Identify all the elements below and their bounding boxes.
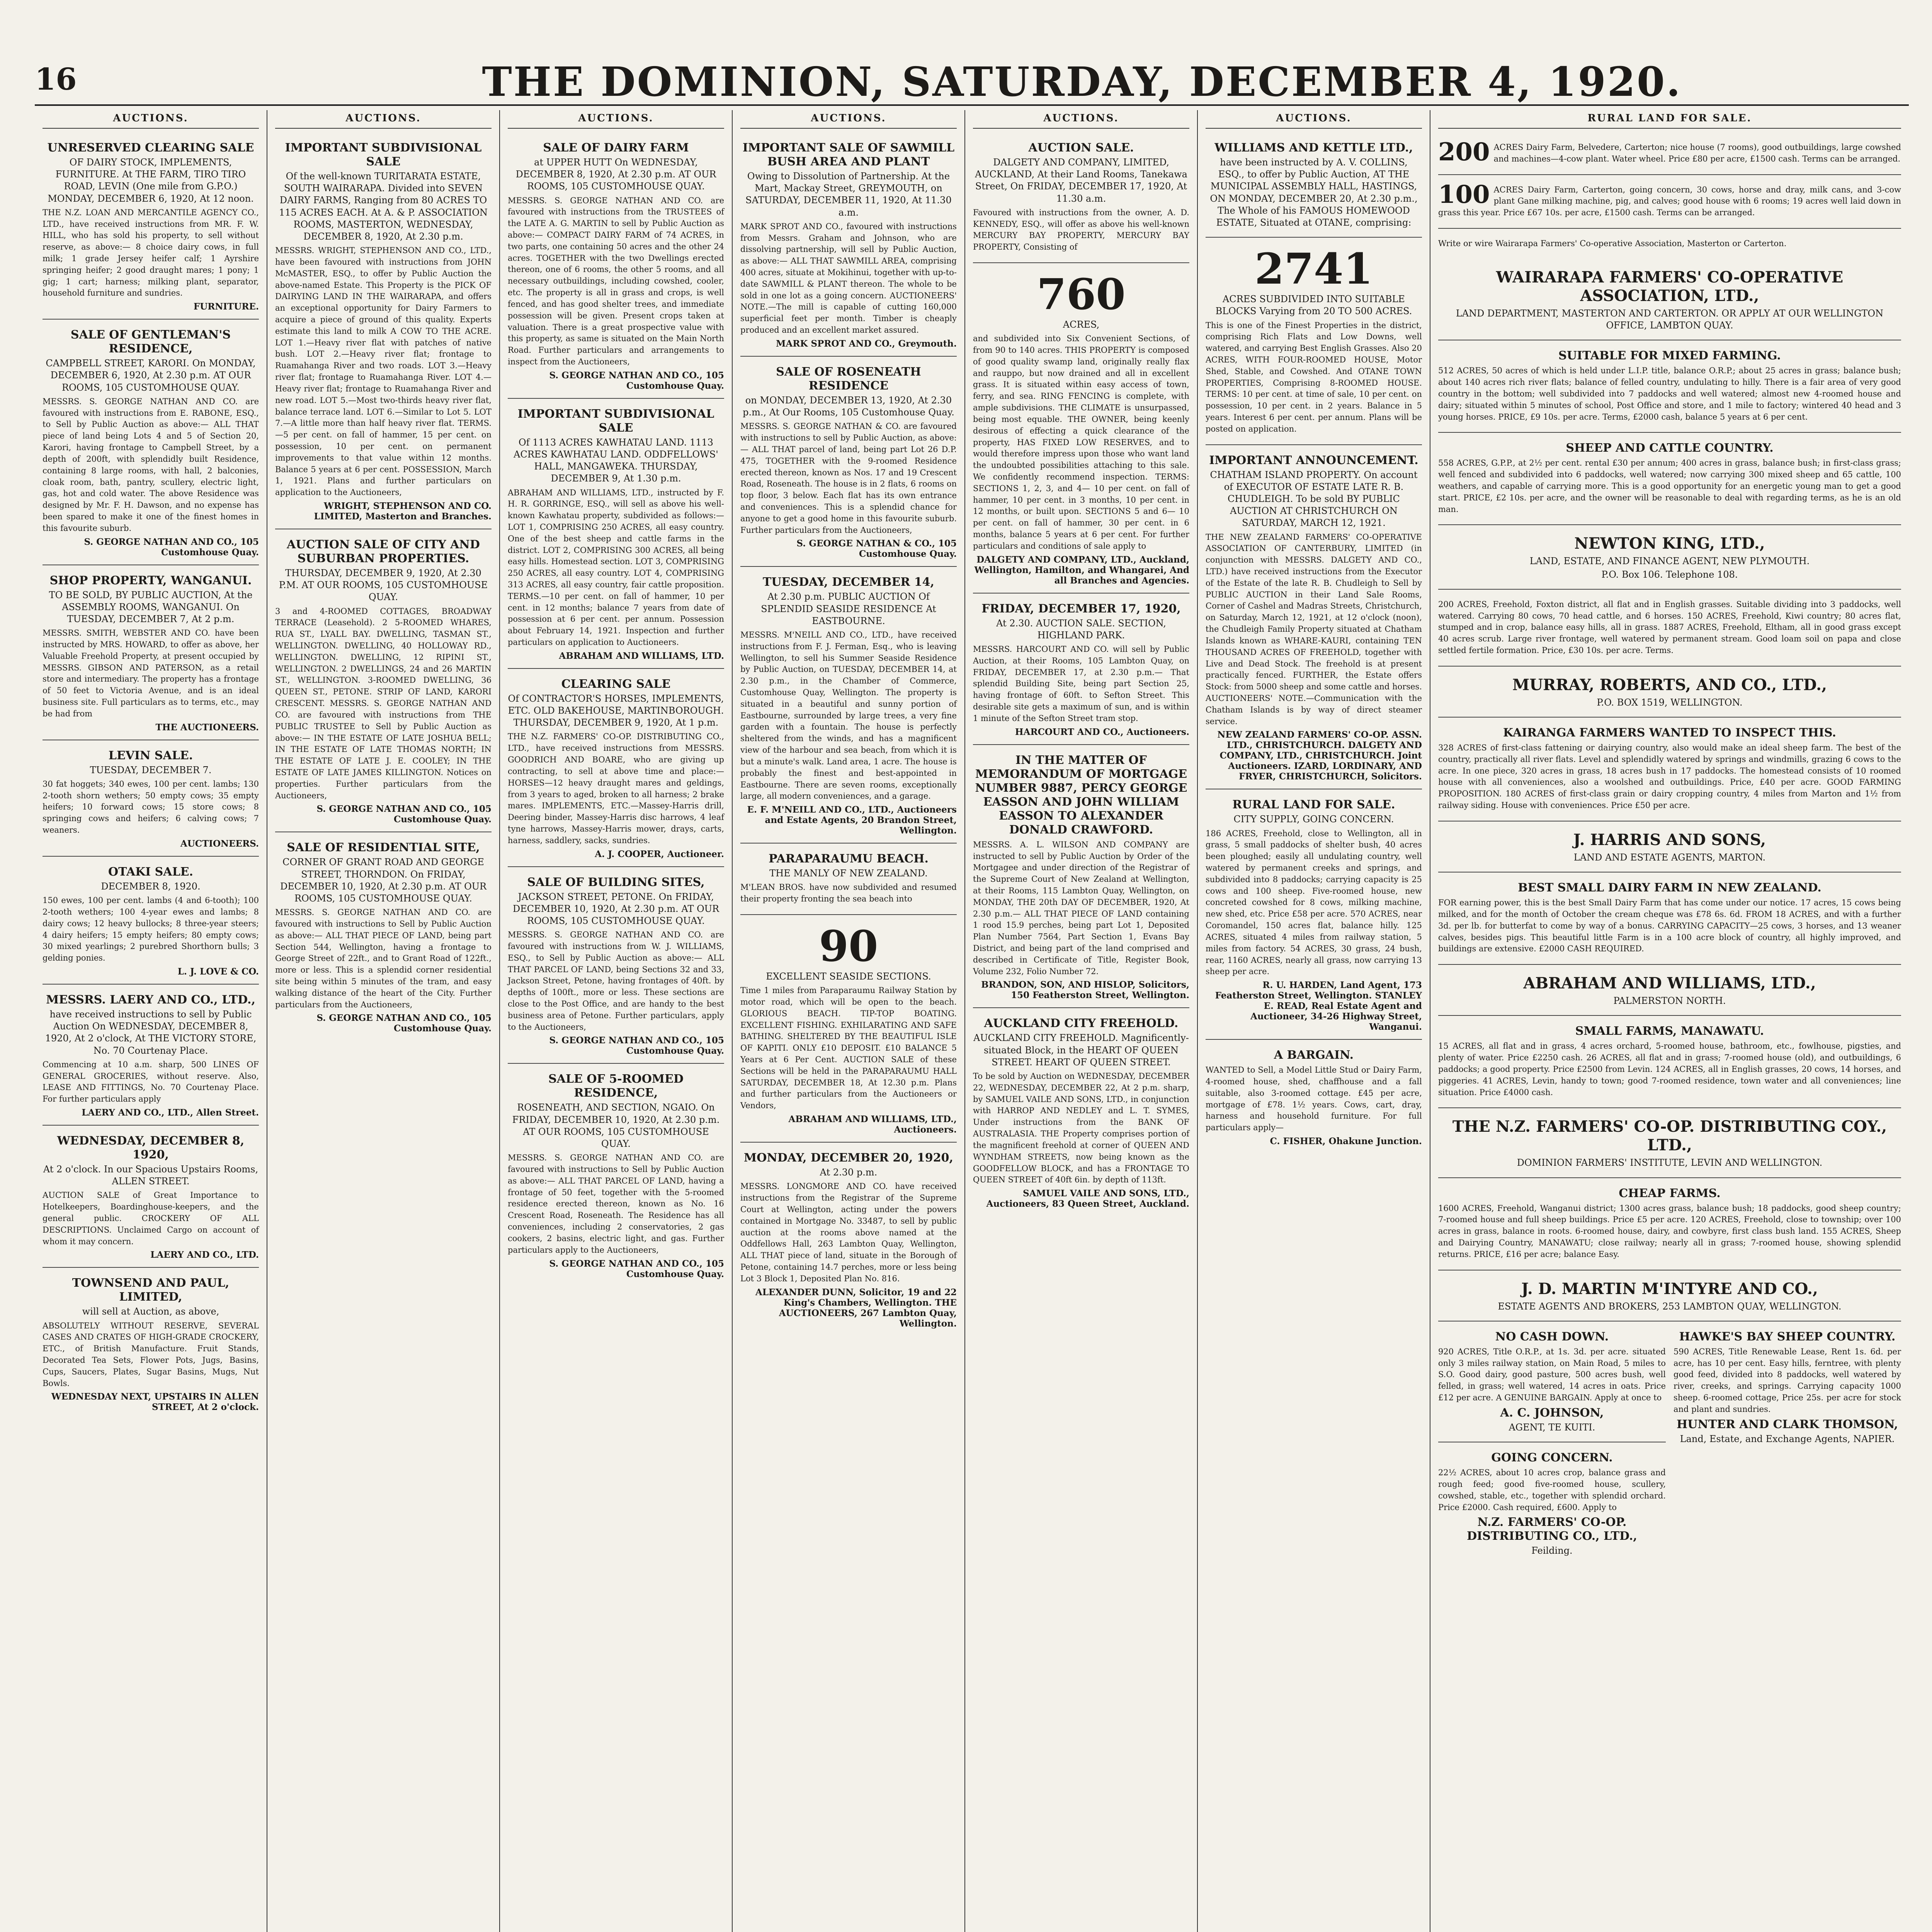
ad-mixed-farming [1438,342,1901,433]
ad-title: WAIRARAPA FARMERS' CO-OPERATIVE ASSOCIATION, LTD., [1496,268,1844,305]
ad-going-concern [1438,1444,1666,1565]
ad-title: WILLIAMS AND KETTLE LTD., [1214,141,1413,155]
ad-title: IMPORTANT SUBDIVISIONAL SALE [285,141,482,168]
auction-ad [740,134,957,357]
ad-body: 3 and 4-ROOMED COTTAGES, BROADWAY TERRACE (Leasehold). 2 5-ROOMED WHARES, RUA ST., LYALL BAY. DWELLING, TASMAN ST., WELLINGTON. DWELLING, 40 HOLLOWAY RD., WELLINGTON. DWELLING, 12 RIPINI ST., WELLINGTON. 2 DWELLINGS, 24 and 26 MARTIN ST., WELLINGTON. 3-ROOMED DWELLING, 36 QUEEN ST., PETONE. STRIP OF LAND, KARORI CRESCENT. MESSRS. S. GEORGE NATHAN AND CO. are favoured with instructions from THE PUBLIC TRUSTEE to Sell by Public Auction as above:— IN THE ESTATE OF LATE JOSHUA BELL; IN THE ESTATE OF LATE THOMAS NORTH; IN THE ESTATE OF LATE J. E. COOLEY; IN THE ESTATE OF LATE JAMES KILLINGTON. Notices on properties. Further particulars from the Auctioneers, [275,606,492,800]
ad-list [973,134,1189,1216]
rural-listing [1438,134,1901,175]
ad-signature: S. GEORGE NATHAN AND CO., 105 Customhouse Quay. [316,804,492,825]
ad-signature: NEW ZEALAND FARMERS' CO-OP. ASSN. LTD., CHRISTCHURCH. DALGETY AND COMPANY, LTD., CHRISTCHURCH. Joint Auctioneers. IZARD, LORDINARY, AND FRYER, CHRISTCHURCH, Solicitors. [1217,730,1422,782]
ad-signature: BRANDON, SON, AND HISLOP, Solicitors, 150 Featherston Street, Wellington. [981,980,1189,1001]
ad-subtitle: CITY SUPPLY, GOING CONCERN. [1233,814,1394,825]
bottom-right [1673,1323,1901,1567]
ad-signature: LAERY AND CO., LTD., Allen Street. [82,1107,259,1118]
column-4 [733,110,965,1932]
ad-title: MURRAY, ROBERTS, AND CO., LTD., [1512,675,1827,694]
auction-ad [973,1010,1189,1216]
ad-subtitle: PALMERSTON NORTH. [1613,995,1726,1007]
ad-no-cash-down [1438,1323,1666,1442]
ad-subtitle: AUCKLAND CITY FREEHOLD. Magnificently-situated Block, in the HEART OF QUEEN STREET. HEART OF QUEEN STREET. [973,1032,1189,1068]
ad-signature: L. J. LOVE & CO. [177,966,259,977]
ad-signature: FURNITURE. [193,301,259,312]
ad-subtitle: THE MANLY OF NEW ZEALAND. [769,868,928,879]
ad-title: 90 [819,921,878,971]
ad-title: SMALL FARMS, MANAWATU. [1575,1024,1764,1038]
ad-body: MESSRS. WRIGHT, STEPHENSON AND CO., LTD., have been favoured with instructions from JOHN McMASTER, ESQ., to offer by Public Auction the above-named Estate. This Property is the PICK OF DAIRYING LAND IN THE WAIRARAPA, and offers an exceptional opportunity for Dairy Farmers to acquire a piece of ground of this quality. Experts estimate this land to milk A COW TO THE ACRE. LOT 1.—Heavy river flat with patches of native bush. LOT 2.—Heavy river flat; frontage to Ruamahanga River and two roads. LOT 3.—Heavy river flat; frontage to Ruamahanga River. LOT 4.—Heavy river flat; frontage to Ruamahanga River and new road. LOT 5.—Most two-thirds heavy river flat, balance terrace land. LOT 6.—Similar to Lot 5. LOT 7.—A little more than half heavy river flat. TERMS.—5 per cent. on fall of hammer, 15 per cent. on possession, 10 per cent. on permanent improvements to that value within 12 months. Balance 5 years at 6 per cent. POSSESSION, March 1, 1921. Plans and further particulars on application to the Auctioneers, [275,246,492,497]
ad-title: KAIRANGA FARMERS WANTED TO INSPECT THIS. [1503,726,1836,740]
ad-subtitle: JACKSON STREET, PETONE. On FRIDAY, DECEMBER 10, 1920, At 2.30 p.m. AT OUR ROOMS, 105 CUSTOMHOUSE QUAY. [512,891,719,926]
ad-subtitle: TUESDAY, DECEMBER 7. [90,764,212,776]
ad-title: WEDNESDAY, DECEMBER 8, 1920, [57,1134,245,1162]
ad-subtitle: Owing to Dissolution of Partnership. At the Mart, Mackay Street, GREYMOUTH, on SATURDAY, DECEMBER 11, 1920, At 11.30 a.m. [745,171,952,218]
ad-signature: S. GEORGE NATHAN AND CO., 105 Customhouse Quay. [549,370,724,391]
ad-title: SALE OF ROSENEATH RESIDENCE [776,365,921,393]
auction-ad [973,747,1189,1009]
column-heading: AUCTIONS. [43,110,259,129]
ad-subtitle: CAMPBELL STREET, KARORI. On MONDAY, DECEMBER 6, 1920, At 2.30 p.m. AT OUR ROOMS, 105 CUSTOMHOUSE QUAY. [46,358,256,393]
ad-abraham-williams [1438,966,1901,1016]
ad-signature: DALGETY AND COMPANY, LTD., Auckland, Wellington, Hamilton, and Whangarei, And all Branches and Agencies. [974,554,1189,586]
ad-title: TOWNSEND AND PAUL, LIMITED, [72,1276,230,1304]
ad-title: 760 [1037,269,1126,319]
ad-subtitle: CORNER OF GRANT ROAD AND GEORGE STREET, THORNDON. On FRIDAY, DECEMBER 10, 1920, At 2.30 p.m. AT OUR ROOMS, 105 CUSTOMHOUSE QUAY. [280,857,487,904]
auction-ad [508,1065,724,1286]
ad-title: LEVIN SALE. [108,748,193,762]
auction-ad [43,1127,259,1268]
ad-title: TUESDAY, DECEMBER 14, [763,575,934,589]
auction-ad [275,134,492,529]
ad-title: SUITABLE FOR MIXED FARMING. [1558,349,1781,363]
ad-signature: R. U. HARDEN, Land Agent, 173 Featherston Street, Wellington. STANLEY E. READ, Real Estate Agent and Auctioneer, 34-26 Highway Street, Wanganui. [1215,980,1422,1032]
ad-title: RURAL LAND FOR SALE. [1232,798,1395,812]
ad-harris [1438,823,1901,872]
ad-subtitle: ESTATE AGENTS AND BROKERS, 253 LAMBTON QUAY, WELLINGTON. [1498,1301,1842,1312]
agent-location: Feilding. [1531,1545,1573,1556]
ad-hawkes-bay [1673,1323,1901,1453]
column-7-rural [1430,110,1909,1932]
ad-title: SHOP PROPERTY, WANGANUI. [49,573,252,587]
ad-list [740,134,957,1336]
ad-subtitle: on MONDAY, DECEMBER 13, 1920, At 2.30 p.m., At Our Rooms, 105 Customhouse Quay. [743,395,954,418]
ad-subtitle: At 2.30 p.m. [820,1167,878,1178]
auction-ad [1206,791,1422,1040]
ad-subtitle: LAND, ESTATE, AND FINANCE AGENT, NEW PLYMOUTH. [1529,556,1810,567]
ad-list [1206,134,1422,1153]
ad-signature: THE AUCTIONEERS. [155,722,259,733]
ad-list [275,134,492,1041]
auction-ad [973,595,1189,745]
agent-name: N.Z. FARMERS' CO-OP. DISTRIBUTING CO., LTD., [1467,1515,1637,1543]
ad-signature: MARK SPROT AND CO., Greymouth. [776,338,957,349]
ad-title: GOING CONCERN. [1491,1451,1613,1465]
ad-signature: SAMUEL VAILE AND SONS, LTD., Auctioneers, 83 Queen Street, Auckland. [986,1188,1189,1209]
agent-name: HUNTER AND CLARK THOMSON, [1676,1417,1898,1431]
listing-body: ACRES Dairy Farm, Belvedere, Carterton; nice house (7 rooms), good outbuildings, large cowshed and machines—4-cow plant. Water wheel. Price £80 per acre, £1500 cash. Terms can be arranged. [1493,143,1901,163]
ad-body: THE NEW ZEALAND FARMERS' CO-OPERATIVE ASSOCIATION OF CANTERBURY, LIMITED (in conjunction with MESSRS. DALGETY AND CO., LTD.) have received instructions from the Executor of the Estate of the late R. B. Chudleigh to Sell by PUBLIC AUCTION in their Land Sale Rooms, Corner of Cashel and Madras Streets, Christchurch, on Saturday, March 12, 1921, at 12 o'clock (noon), the Chudleigh Family Property situated at Chatham Islands known as WHARE-KAURI, containing TEN THOUSAND ACRES OF FREEHOLD, together with Live and Dead Stock. The freehold is at present practically fenced. FURTHER, the Estate offers Stock: from 5000 sheep and some cattle and horses. AUCTIONEERS' NOTE.—Communication with the Chatham Islands is by way of direct steamer service. [1206,532,1422,726]
ad-body: ABSOLUTELY WITHOUT RESERVE, SEVERAL CASES AND CRATES OF HIGH-GRADE CROCKERY, ETC., of British Manufacture. Fruit Stands, Decorated Tea Sets, Flower Pots, Jugs, Basins, Cups, Saucers, Plates, Sugar Basins, Mugs, Nut Bowls. [43,1321,259,1388]
ad-title: IN THE MATTER OF MEMORANDUM OF MORTGAGE NUMBER 9887, PERCY GEORGE EASSON AND JOHN WILLIAM EASSON TO ALEXANDER DONALD CRAWFORD. [975,753,1187,837]
ad-best-dairy-farm [1438,874,1901,965]
ad-title: AUCKLAND CITY FREEHOLD. [984,1017,1179,1031]
ad-body: 186 ACRES, Freehold, close to Wellington, all in grass, 5 small paddocks of shelter bush, 40 acres been ploughed; easily all undulating country, well watered by permanent creeks and springs, and subdivided into 8 paddocks; carrying capacity is 25 cows and 100 sheep. Five-roomed house, new concreted cowshed for 8 cows, milking machine, new shed, etc. Price £58 per acre. 570 ACRES, near Coromandel, 150 acres flat, balance hilly. 125 ACRES, situated 4 miles from railway station, 5 miles from factory. 54 ACRES, 30 grass, 24 bush, rear, 1160 ACRES, nearly all grass, now carrying 13 sheep per acre. [1206,828,1422,976]
ad-body: Time 1 miles from Paraparaumu Railway Station by motor road, which will be open to the beach. GLORIOUS BEACH. TIP-TOP BOATING. EXCELLENT FISHING. EXHILARATING AND SAFE BATHING. SHELTERED BY THE BEAUTIFUL ISLE OF KAPITI. ONLY £10 DEPOSIT. £10 BALANCE 5 Years at 6 Per Cent. AUCTION SALE of these Sections will be held in the PARAPARAUMU HALL SATURDAY, DECEMBER 18, At 12.30 p.m. Plans and further particulars from the Auctioneers or Vendors, [740,986,957,1111]
ad-body: AUCTION SALE of Great Importance to Hotelkeepers, Boardinghouse-keepers, and the general public. CROCKERY OF ALL DESCRIPTIONS. Unclaimed Cargo on account of whom it may concern. [43,1190,259,1246]
ad-title: FRIDAY, DECEMBER 17, 1920, [981,602,1181,616]
ad-body: Favoured with instructions from the owner, A. D. KENNEDY, ESQ., will offer as above his well-known MERCURY BAY PROPERTY, MERCURY BAY PROPERTY, Consisting of [973,207,1189,252]
auction-ad [1206,134,1422,238]
ad-signature: HARCOURT AND CO., Auctioneers. [1015,726,1189,737]
bottom-left [1438,1323,1666,1567]
ad-nz-farmers [1438,1110,1901,1178]
acreage-number: 100 [1438,180,1490,209]
ad-body: MESSRS. S. GEORGE NATHAN AND CO. are favoured with instructions from W. J. WILLIAMS, ESQ., to Sell by Public Auction as above:— ALL THAT PARCEL OF LAND, being Sections 32 and 33, Jackson Street, Petone, having frontages of 40ft. by depths of 100ft., more or less. These sections are close to the Post Office, and are handy to the best business area of Petone. Further particulars, apply to the Auctioneers, [508,930,724,1032]
ad-signature: S. GEORGE NATHAN & CO., 105 Customhouse Quay. [796,538,957,560]
ad-sheep-cattle [1438,434,1901,525]
ad-subtitle: OF DAIRY STOCK, IMPLEMENTS, FURNITURE. At THE FARM, TIRO TIRO ROAD, LEVIN (One mile from G.P.O.) MONDAY, DECEMBER 6, 1920, At 12 noon. [48,157,254,204]
ad-wairarapa [1438,260,1901,340]
ad-body: 30 fat hoggets; 340 ewes, 100 per cent. lambs; 130 2-tooth shorn wethers; 50 empty cows; 35 empty heifers; 10 forward cows; 15 store cows; 8 springing cows and heifers; 6 calving cows; 7 weaners. [43,779,259,835]
ad-title: ABRAHAM AND WILLIAMS, LTD., [1523,974,1816,993]
auction-ad [43,134,259,320]
auction-ad [1206,447,1422,790]
ad-subtitle: Of CONTRACTOR'S HORSES, IMPLEMENTS, ETC. OLD BAKEHOUSE, MARTINBOROUGH. THURSDAY, DECEMBER 9, 1920, At 1 p.m. [508,693,724,728]
auction-ad [43,858,259,985]
ad-title: SALE OF 5-ROOMED RESIDENCE, [548,1072,684,1100]
ad-body: MESSRS. S. GEORGE NATHAN & CO. are favoured with instructions to sell by Public Auction, as above:— ALL THAT parcel of land, being part Lot 26 D.P. 475, TOGETHER with the 9-roomed Residence erected thereon, known as Nos. 17 and 19 Crescent Road, Roseneath. The house is in 2 flats, 6 rooms on top floor, 3 below. Each flat has its own entrance and conveniences. This is a splendid chance for anyone to get a good home in this favourite suburb. Further particulars from the Auctioneers, [740,422,957,535]
ad-subtitle: At 2.30 p.m. PUBLIC AUCTION Of SPLENDID SEASIDE RESIDENCE At EASTBOURNE. [761,591,936,626]
ad-murray-roberts [1438,668,1901,718]
column-5 [965,110,1198,1932]
ad-title: IMPORTANT SALE OF SAWMILL BUSH AREA AND PLANT [742,141,955,168]
column-3 [500,110,733,1932]
ad-body: MESSRS. A. L. WILSON AND COMPANY are instructed to sell by Public Auction by Order of the Mortgagee and under direction of the Registrar of the Supreme Court of New Zealand at Wellington, at their Rooms, 115 Lambton Quay, Wellington, on MONDAY, THE 20th DAY OF DECEMBER, 1920, At 2.30 p.m.— ALL THAT PIECE OF LAND containing 1 rood 15.9 perches, being part Lot 1, Deposited Plan Number 7564, Part Section 1, Evans Bay District, and being part of the land comprised and described in Certificate of Title, Register Book, Volume 232, Folio Number 72. [973,840,1189,976]
ad-body: To be sold by Auction on WEDNESDAY, DECEMBER 22, WEDNESDAY, DECEMBER 22, At 2 p.m. sharp, by SAMUEL VAILE AND SONS, LTD., in conjunction with HARROP AND NEDLEY and L. T. SYMES, Under instructions from the BANK OF AUSTRALASIA. THE Property comprises portion of the magnificent freehold at corner of QUEEN AND WYNDHAM STREETS, now being known as the GOODFELLOW BLOCK, and has a FRONTAGE TO QUEEN STREET of 40ft 6in. by depth of 113ft. [973,1071,1189,1185]
ad-title: CHEAP FARMS. [1619,1186,1721,1200]
ad-title: IMPORTANT SUBDIVISIONAL SALE [517,407,714,435]
ad-subtitle: DECEMBER 8, 1920. [101,881,201,892]
ad-subtitle: EXCELLENT SEASIDE SECTIONS. [766,971,931,982]
auction-ad [1206,239,1422,445]
ad-signature: WRIGHT, STEPHENSON AND CO. LIMITED, Masterton and Branches. [314,501,492,522]
ad-title: NEWTON KING, LTD., [1574,534,1765,553]
ad-body: WANTED to Sell, a Model Little Stud or Dairy Farm, 4-roomed house, shed, chaffhouse and a fall suitable, also 3-roomed cottage. £45 per acre, mortgage of £78. 1½ years. Cows, cart, dray, harness and household furniture. For full particulars apply— [1206,1065,1422,1133]
listing-body: Write or wire Wairarapa Farmers' Co-operative Association, Masterton or Carterton. [1438,239,1787,248]
page-columns [35,110,1909,1932]
ad-cheap-farms [1438,1180,1901,1270]
ad-body: This is one of the Finest Properties in the district, comprising Rich Flats and Low Downs, well watered, and carrying Best English Grasses. Also 20 ACRES, WITH FOUR-ROOMED HOUSE, Motor Shed, Stable, and Cowshed. And OTANE TOWN PROPERTIES, Comprising 8-ROOMED HOUSE. TERMS: 10 per cent. at time of sale, 10 per cent. on possession, 10 per cent. in 2 years. Balance in 5 years. Interest 6 per cent. per annum. Plans will be posted on application. [1206,320,1422,434]
ad-small-farms [1438,1017,1901,1108]
ad-body: MESSRS. S. GEORGE NATHAN AND CO. are favoured with instructions to Sell by Public Auction as above:— ALL THAT PIECE OF LAND, being part Section 544, Wellington, having a frontage to George Street of 22ft., and to Grant Road of 122ft., more or less. This is a splendid corner residential site being within 5 minutes of the tram, and easy walking distance of the heart of the City. Further particulars from the Auctioneers, [275,908,492,1009]
newspaper-title: THE DOMINION, SATURDAY, DECEMBER 4, 1920. [482,58,1682,105]
ad-title: MONDAY, DECEMBER 20, 1920, [743,1151,953,1165]
ad-body: MESSRS. S. GEORGE NATHAN AND CO. are favoured with instructions to Sell by Public Auction as above:— ALL THAT PARCEL OF LAND, having a frontage of 50 feet, together with the 5-roomed residence erected thereon, known as No. 16 Crescent Road, Roseneath. The Residence has all conveniences, including 2 conservatories, 2 gas cookers, 2 basins, electric light, and gas. Further particulars apply to the Auctioneers, [508,1153,724,1255]
agent-location: Land, Estate, and Exchange Agents, NAPIER. [1680,1433,1895,1444]
listing-body: ACRES Dairy Farm, Carterton, going concern, 30 cows, horse and dray, milk cans, and 3-cow plant Gane milking machine, pig, and calves; good house with 6 rooms; 19 acres well laid down in grass this year. Price £67 10s. per acre, £1500 cash. Terms can be arranged. [1438,185,1901,218]
ad-body: 920 ACRES, Title O.R.P., at 1s. 3d. per acre. situated only 3 miles railway station, on Main Road, 5 miles to S.O. Good dairy, good pasture, 500 acres bush, well felled, in grass; well watered, 14 acres in oats. Price £12 per acre. A GENUINE BARGAIN. Apply at once to [1438,1347,1666,1403]
ad-subtitle: THURSDAY, DECEMBER 9, 1920, At 2.30 P.M. AT OUR ROOMS, 105 CUSTOMHOUSE QUAY. [279,568,488,603]
masthead [35,58,1909,106]
ad-list [508,134,724,1286]
ad-subtitle: will sell at Auction, as above, [82,1306,219,1317]
agent-name: A. C. JOHNSON, [1500,1406,1604,1420]
ad-body: and subdivided into Six Convenient Sections, of from 90 to 140 acres. THIS PROPERTY is composed of good quality swamp land, originally really flax and rauppo, but now drained and all in excellent grass. It is situated within easy access of town, ferry, and sea. RING FENCING is complete, with ample subdivisions. THE CLIMATE is unsurpassed, being most equable. THE OWNER, being keenly desirous of effecting a quick clearance of the property, HAS FIXED LOW RESERVES, and to would therefore impress upon those who want land the undoubted possibilities attaching to this sale. We confidently recommend inspection. TERMS: SECTIONS 1, 2, 3, and 4— 10 per cent. on fall of hammer, 10 per cent. in 3 months, 10 per cent. in 12 months, or built upon. SECTIONS 5 and 6— 10 per cent. on fall of hammer, 30 per cent. in 6 months, balance 5 years at 6 per cent. For further particulars and conditions of sale apply to [973,334,1189,551]
ad-freehold [1438,591,1901,667]
ad-subtitle: Of 1113 ACRES KAWHATAU LAND. 1113 ACRES KAWHATAU LAND. ODDFELLOWS' HALL, MANGAWEKA. THURSDAY, DECEMBER 9, At 1.30 p.m. [514,437,718,484]
ad-body: 200 ACRES, Freehold, Foxton district, all flat and in English grasses. Suitable dividing into 3 paddocks, well watered. Carrying 80 cows, 70 head cattle, and 6 horses. 150 ACRES, Freehold, Kiwi country; 80 acres flat, stumped and in crop, balance easy hills, all in grass. 1887 ACRES, Freehold, Eltham, all in good grass except 40 acres scrub. Large river frontage, well watered by permanent stream. Good loam soil on papa and close settled fertile formation. Price, £30 10s. per acre. Terms. [1438,599,1901,655]
ad-body: MARK SPROT AND CO., favoured with instructions from Messrs. Graham and Johnson, who are dissolving partnership, will sell by Public Auction, as above:— ALL THAT SAWMILL AREA, comprising 400 acres, situate at Mokihinui, together with up-to-date SAWMILL & PLANT thereon. The whole to be sold in one lot as a going concern. AUCTIONEERS' NOTE.—The mill is capable of cutting 160,000 superficial feet per month. Timber is cheaply produced and an excellent market assured. [740,221,957,335]
ad-signature: S. GEORGE NATHAN AND CO., 105 Customhouse Quay. [316,1013,492,1034]
ad-kairanga [1438,719,1901,821]
ad-subtitle: At 2 o'clock. In our Spacious Upstairs Rooms, ALLEN STREET. [43,1163,259,1187]
ad-title: NO CASH DOWN. [1495,1330,1609,1344]
ad-signature: ALEXANDER DUNN, Solicitor, 19 and 22 King's Chambers, Wellington. THE AUCTIONEERS, 267 Lambton Quay, Wellington. [755,1287,957,1329]
ad-subtitle: have received instructions to sell by Public Auction On WEDNESDAY, DECEMBER 8, 1920, At 2 o'clock, At THE VICTORY STORE, No. 70 Courtenay Place. [45,1009,257,1056]
ad-body: MESSRS. SMITH, WEBSTER AND CO. have been instructed by MRS. HOWARD, to offer as above, her Valuable Freehold Property, at present occupied by MESSRS. GIBSON AND PATERSON, as a retail store and intermediary. The property has a frontage of 50 feet to Victoria Avenue, and is an ideal business site. Full particulars as to terms, etc., may be had from [43,628,259,718]
ad-title: J. D. MARTIN M'INTYRE AND CO., [1521,1279,1818,1298]
ad-body: MESSRS. HARCOURT AND CO. will sell by Public Auction, at their Rooms, 105 Lambton Quay, on FRIDAY, DECEMBER 17, at 2.30 p.m.— That splendid Building Site, being part Section 25, having frontage of 60ft. to Sefton Street. This desirable site gets a maximum of sun, and is within 1 minute of the Sefton Street tram stop. [973,645,1189,723]
ad-contact: P.O. Box 106. Telephone 108. [1601,569,1738,580]
ad-body: 590 ACRES, Title Renewable Lease, Rent 1s. 6d. per acre, has 10 per cent. Easy hills, ferntree, with plenty good feed, divided into 8 paddocks, well watered by river, creeks, and springs. Carrying capacity 1000 sheep. 6-roomed cottage, Price 25s. per acre for stock and plant and sundries. [1673,1347,1901,1414]
ad-body: MESSRS. S. GEORGE NATHAN AND CO. are favoured with instructions from the TRUSTEES of the LATE A. G. MARTIN to sell by Public Auction as above:— COMPACT DAIRY FARM of 74 ACRES, in two parts, one containing 50 acres and the other 24 acres. TOGETHER with the two Dwellings erected thereon, one of 6 rooms, the other 5 rooms, and all necessary outbuildings, including cowshed, cooler, etc. The property is all in grass and crops, is well fenced, and has good shelter trees, and immediate possession will be given. Present crops taken at valuation. There is a great prospective value with this property, as same is situated on the Main North Road. Further particulars and arrangements to inspect from the Auctioneers, [508,196,724,366]
column-6 [1198,110,1430,1932]
ad-title: AUCTION SALE OF CITY AND SUBURBAN PROPERTIES. [287,538,480,565]
auction-ad [973,134,1189,263]
page-number: 16 [35,62,77,97]
ad-body: 512 ACRES, 50 acres of which is held under L.I.P. title, balance O.R.P.; about 25 acres in grass; balance bush; about 140 acres rich river flats; balance of felled country, undulating to hilly. There is a fair area of very good country in the bottom; well subdivided into 7 paddocks and well watered; almost new 4-roomed house and dairy; situated within 5 minutes of school, Post Office and store, and 1 mile to factory; wintered 40 head and 3 young horses. PRICE, £9 10s. per acre. Terms, £2000 cash, balance 5 years at 6 per cent. [1438,366,1901,422]
ad-subtitle: ROSENEATH, AND SECTION, NGAIO. On FRIDAY, DECEMBER 10, 1920, At 2.30 p.m. AT OUR ROOMS, 105 CUSTOMHOUSE QUAY. [512,1102,720,1149]
ad-title: SALE OF DAIRY FARM [543,141,689,155]
auction-ad [508,134,724,399]
auction-ad [43,986,259,1126]
ad-signature: ABRAHAM AND WILLIAMS, LTD. [559,650,724,661]
ad-title: BEST SMALL DAIRY FARM IN NEW ZEALAND. [1518,881,1821,895]
ad-subtitle: P.O. BOX 1519, WELLINGTON. [1597,697,1743,708]
ad-signature: WEDNESDAY NEXT, UPSTAIRS IN ALLEN STREET, At 2 o'clock. [51,1391,259,1413]
ad-body: M'LEAN BROS. have now subdivided and resumed their property fronting the sea beach into [740,883,957,904]
ad-body: ABRAHAM AND WILLIAMS, LTD., instructed by F. H. R. GORRINGE, ESQ., will sell as above his well-known Kawhatau property, subdivided as follows:— LOT 1, COMPRISING 250 ACRES, all easy country. One of the best sheep and cattle farms in the district. LOT 2, COMPRISING 300 ACRES, all being easy hills. Homestead section. LOT 3, COMPRISING 250 ACRES, all easy country. LOT 4, COMPRISING 313 ACRES, all easy country, fair cattle proposition. TERMS.—10 per cent. on fall of hammer, 10 per cent. in 12 months; balance 7 years from date of possession at 6 per cent. per annum. Possession about February 14, 1921. Inspection and further particulars on application to Auctioneers. [508,488,724,647]
ad-signature: A. J. COOPER, Auctioneer. [595,849,724,859]
auction-ad [1206,1041,1422,1153]
ad-signature: S. GEORGE NATHAN AND CO., 105 Customhouse Quay. [549,1258,724,1279]
ad-title: THE N.Z. FARMERS' CO-OP. DISTRIBUTING COY., LTD., [1452,1117,1887,1155]
ad-title: J. HARRIS AND SONS, [1573,830,1766,849]
ad-title: SHEEP AND CATTLE COUNTRY. [1566,441,1774,455]
column-heading: AUCTIONS. [973,110,1189,129]
ad-body: 558 ACRES, G.P.P., at 2½ per cent. rental £30 per annum; 400 acres in grass, balance bush; in first-class grass; well fenced and subdivided into 6 paddocks, well watered; now carrying 300 mixed sheep and 65 cattle, 100 weathers, and capable of carrying more. This is a good opportunity for an energetic young man to get a good start. PRICE, £2 10s. per acre, and the owner will be reasonable to deal with regarding terms, as he is an old man. [1438,458,1901,514]
ad-signature: ABRAHAM AND WILLIAMS, LTD., Auctioneers. [788,1114,957,1135]
auction-ad [740,845,957,915]
auction-ad [275,834,492,1041]
ad-newton-king [1438,527,1901,589]
ad-list [43,134,259,1419]
column-heading: AUCTIONS. [740,110,957,129]
auction-ad [275,531,492,832]
auction-ad [43,742,259,857]
ad-subtitle: have been instructed by A. V. COLLINS, ESQ., to offer by Public Auction, AT THE MUNICIPAL ASSEMBLY HALL, HASTINGS, ON MONDAY, DECEMBER 20, At 2.30 p.m., The Whole of his FAMOUS HOMEWOOD ESTATE, Situated at OTANE, comprising: [1210,157,1418,228]
ad-title: PARAPARAUMU BEACH. [769,852,929,866]
auction-ad [508,400,724,669]
ad-title: HAWKE'S BAY SHEEP COUNTRY. [1679,1330,1896,1344]
ad-body: THE N.Z. LOAN AND MERCANTILE AGENCY CO., LTD., have received instructions from MR. F. W. HILL, who has sold his property, to sell without reserve, as above:— 8 choice dairy cows, in full milk; 1 grade Jersey heifer calf; 1 Ayrshire springing heifer; 2 good draught mares; 1 pony; 1 gig; 1 cart; harness; milking plant, separator, household furniture and sundries. [43,207,259,298]
ad-title: A BARGAIN. [1274,1048,1354,1062]
ad-body: 150 ewes, 100 per cent. lambs (4 and 6-tooth); 100 2-tooth wethers; 100 4-year ewes and lambs; 8 dairy cows; 12 heavy bullocks; 8 three-year steers; 4 dairy heifers; 15 empty heifers; 80 empty cows; 30 mixed yearlings; 2 purebred Shorthorn bulls; 3 gelding ponies. [43,896,259,963]
ad-body: 22½ ACRES, about 10 acres crop, balance grass and rough feed; good five-roomed house, scullery, cowshed, stable, etc., together with splendid orchard. Price £2000. Cash required, £600. Apply to [1438,1468,1666,1512]
ad-subtitle: CHATHAM ISLAND PROPERTY. On account of EXECUTOR OF ESTATE LATE R. B. CHUDLEIGH. To be sold BY PUBLIC AUCTION AT CHRISTCHURCH ON SATURDAY, MARCH 12, 1921. [1210,469,1418,529]
ad-subtitle: TO BE SOLD, BY PUBLIC AUCTION, At the ASSEMBLY ROOMS, WANGANUI. On TUESDAY, DECEMBER 7, At 2 p.m. [49,589,253,624]
ad-title: SALE OF RESIDENTIAL SITE, [287,841,480,855]
ad-body: THE N.Z. FARMERS' CO-OP. DISTRIBUTING CO., LTD., have received instructions from MESSRS. GOODRICH AND BOARE, who are giving up contracting, to sell at above time and place:— HORSES—12 heavy draught mares and geldings, from 3 years to aged, broken to all harness; 2 brake mares. IMPLEMENTS, ETC.—Massey-Harris drill, Deering binder, Massey-Harris disc harrows, 4 leaf tyne harrows, Massey-Harris mower, drays, carts, harness, saddlery, sacks, sundries. [508,732,724,845]
ad-body: 1600 ACRES, Freehold, Wanganui district; 1300 acres grass, balance bush; 18 paddocks, good sheep country; 7-roomed house and full sheep buildings. Price £5 per acre. 120 ACRES, Freehold, close to township; over 100 acres in grass, balance in roots. 6-roomed house, dairy, and cowbyre, first class bush land. 155 ACRES, Sheep and Dairying Country, MANAWATU; close railway; nearly all in grass; 7-roomed house, showing splendid returns. PRICE, £16 per acre; balance Easy. [1438,1203,1901,1259]
ad-subtitle: LAND DEPARTMENT, MASTERTON AND CARTERTON. OR APPLY AT OUR WELLINGTON OFFICE, LAMBTON QUAY. [1456,308,1884,331]
ad-title: CLEARING SALE [561,677,671,691]
auction-ad [43,1269,259,1419]
auction-ad [740,358,957,567]
ad-signature: LAERY AND CO., LTD. [150,1250,259,1260]
ad-subtitle: at UPPER HUTT On WEDNESDAY, DECEMBER 8, 1920, At 2.30 p.m. AT OUR ROOMS, 105 CUSTOMHOUSE QUAY. [515,157,716,192]
auction-ad [973,265,1189,594]
ad-title: UNRESERVED CLEARING SALE [47,141,254,155]
acreage-number: 200 [1438,138,1490,167]
auction-ad [508,670,724,867]
ad-mcintyre [1438,1272,1901,1321]
auction-ad [740,568,957,844]
column-heading: RURAL LAND FOR SALE. [1438,110,1901,129]
ad-title: AUCTION SALE. [1028,141,1134,155]
ad-subtitle: DOMINION FARMERS' INSTITUTE, LEVIN AND WELLINGTON. [1517,1157,1823,1168]
ad-subtitle: DALGETY AND COMPANY, LIMITED, AUCKLAND, At their Land Rooms, Tanekawa Street, On FRIDAY, DECEMBER 17, 1920, At 11.30 a.m. [975,157,1187,204]
ad-title: MESSRS. LAERY AND CO., LTD., [46,993,255,1007]
auction-ad [508,869,724,1064]
ad-body: FOR earning power, this is the best Small Dairy Farm that has come under our notice. 17 acres, 15 cows being milked, and for the month of October the cream cheque was £78 6s. 6d. FROM 18 ACRES, and with a further 3d. per lb. for butterfat to come by way of a bonus. CARRYING CAPACITY—25 cows, 3 horses, and 13 weaner calves, besides pigs. This beautiful little Farm is in a 100 acre block of country, all highly improved, and buildings are extensive. £2000 CASH REQUIRED. [1438,898,1901,954]
agent-location: AGENT, TE KUITI. [1509,1422,1595,1433]
ad-signature: S. GEORGE NATHAN AND CO., 105 Customhouse Quay. [84,536,259,558]
ad-subtitle: ACRES, [1063,319,1100,330]
ad-body: 15 ACRES, all flat and in grass, 4 acres orchard, 5-roomed house, bathroom, etc., fowlhouse, pigsties, and plenty of water. Price £2250 cash. 26 ACRES, all flat and in grass; 7-roomed house (old), and outbuildings, 6 paddocks; a good property. Price £2500 from Levin. 124 ACRES, all in English grasses, 20 cows, 14 horses, and piggeries. 41 ACRES, Levin, handy to town; good 7-roomed residence, town water and all conveniences; line situation. Price £4000 cash. [1438,1041,1901,1097]
ad-body: MESSRS. LONGMORE AND CO. have received instructions from the Registrar of the Supreme Court at Wellington, acting under the powers contained in Mortgage No. 33487, to sell by public auction at the rooms above named at the Oddfellows Hall, 263 Lambton Quay, Wellington, ALL THAT piece of land, situate in the Borough of Petone, containing 14.7 perches, more or less being Lot 3 Block 1, Deposited Plan No. 816. [740,1182,957,1283]
column-heading: AUCTIONS. [275,110,492,129]
column-2 [267,110,500,1932]
auction-ad [740,1144,957,1336]
ad-title: IMPORTANT ANNOUNCEMENT. [1209,453,1418,467]
ad-body: 328 ACRES of first-class fattening or dairying country, also would make an ideal sheep farm. The best of the country, practically all river flats. Level and splendidly watered by springs and windmills, grazing 6 cows to the acre. In one piece, 320 acres in grass, 18 acres bush in 17 paddocks. The homestead consists of 10 roomed house with all conveniences, also a woolshed and outbuildings. Price, £40 per acre. GOOD FARMING PROPOSITION. 180 ACRES of first-class grain or dairy cropping country, 4 miles from Marton and 1½ from railway siding. House with conveniences. Price £50 per acre. [1438,743,1901,810]
column-heading: AUCTIONS. [508,110,724,129]
ad-signature: C. FISHER, Ohakune Junction. [1270,1136,1422,1146]
auction-ad [43,321,259,565]
ad-subtitle: Of the well-known TURITARATA ESTATE, SOUTH WAIRARAPA. Divided into SEVEN DAIRY FARMS, Ranging from 80 ACRES TO 115 ACRES EACH. At A. & P. ASSOCIATION ROOMS, MASTERTON, WEDNESDAY, DECEMBER 8, 1920, At 2.30 p.m. [279,171,488,242]
column-1 [35,110,267,1932]
ad-subtitle: ACRES SUBDIVIDED INTO SUITABLE BLOCKS Varying from 20 TO 500 ACRES. [1215,294,1412,317]
ad-subtitle: At 2.30. AUCTION SALE. SECTION, HIGHLAND PARK. [996,617,1166,641]
ad-body: Commencing at 10 a.m. sharp, 500 LINES OF GENERAL GROCERIES, without reserve. Also, LEASE AND FITTINGS, No. 70 Courtenay Place. For further particulars apply [43,1060,259,1104]
ad-signature: E. F. M'NEILL AND CO., LTD., Auctioneers and Estate Agents, 20 Brandon Street, Wellington. [747,804,957,836]
ad-title: SALE OF BUILDING SITES, [527,875,705,889]
rural-listing [1438,177,1901,229]
column-heading: AUCTIONS. [1206,110,1422,129]
ad-body: MESSRS. S. GEORGE NATHAN AND CO. are favoured with instructions from E. RABONE, ESQ., to Sell by Public Auction as above:— ALL THAT piece of land being Lots 4 and 5 of Section 20, Karori, having frontage to Campbell Street, by a depth of 200ft, with splendidly built Residence, containing 8 large rooms, with hall, 2 balconies, cloak room, bath, pantry, scullery, electric light, gas, hot and cold water. The above Residence was designed by Mr. F. H. Dawson, and no expense has been spared to make it one of the finest homes in this favourite suburb. [43,396,259,533]
ad-signature: AUCTIONEERS. [180,838,259,849]
rural-list [1438,134,1901,259]
ad-title: OTAKI SALE. [108,865,193,879]
ad-signature: S. GEORGE NATHAN AND CO., 105 Customhouse Quay. [549,1035,724,1056]
ad-subtitle: LAND AND ESTATE AGENTS, MARTON. [1573,852,1766,863]
bottom-split [1438,1323,1901,1567]
ad-title: 2741 [1254,244,1373,294]
auction-ad [43,567,259,740]
auction-ad [740,917,957,1143]
rural-listing [1438,230,1901,259]
ad-title: SALE OF GENTLEMAN'S RESIDENCE, [70,328,231,356]
ad-body: MESSRS. M'NEILL AND CO., LTD., have received instructions from F. J. Ferman, Esq., who is leaving Wellington, to sell his Summer Seaside Residence by Public Auction, on TUESDAY, DECEMBER 14, at 2.30 p.m., in the Chamber of Commerce, Customhouse Quay, Wellington. The property is situated in a beautiful and sunny portion of Eastbourne, surrounded by large trees, a very fine garden with a fountain. The house is perfectly sheltered from the winds, and has a magnificent view of the harbour and sea beach, from which it is but a minute's walk. Land area, 1 acre. The house is probably the finest and best-appointed in Eastbourne. There are seven rooms, exceptionally large, all modern conveniences, and a garage. [740,630,957,801]
